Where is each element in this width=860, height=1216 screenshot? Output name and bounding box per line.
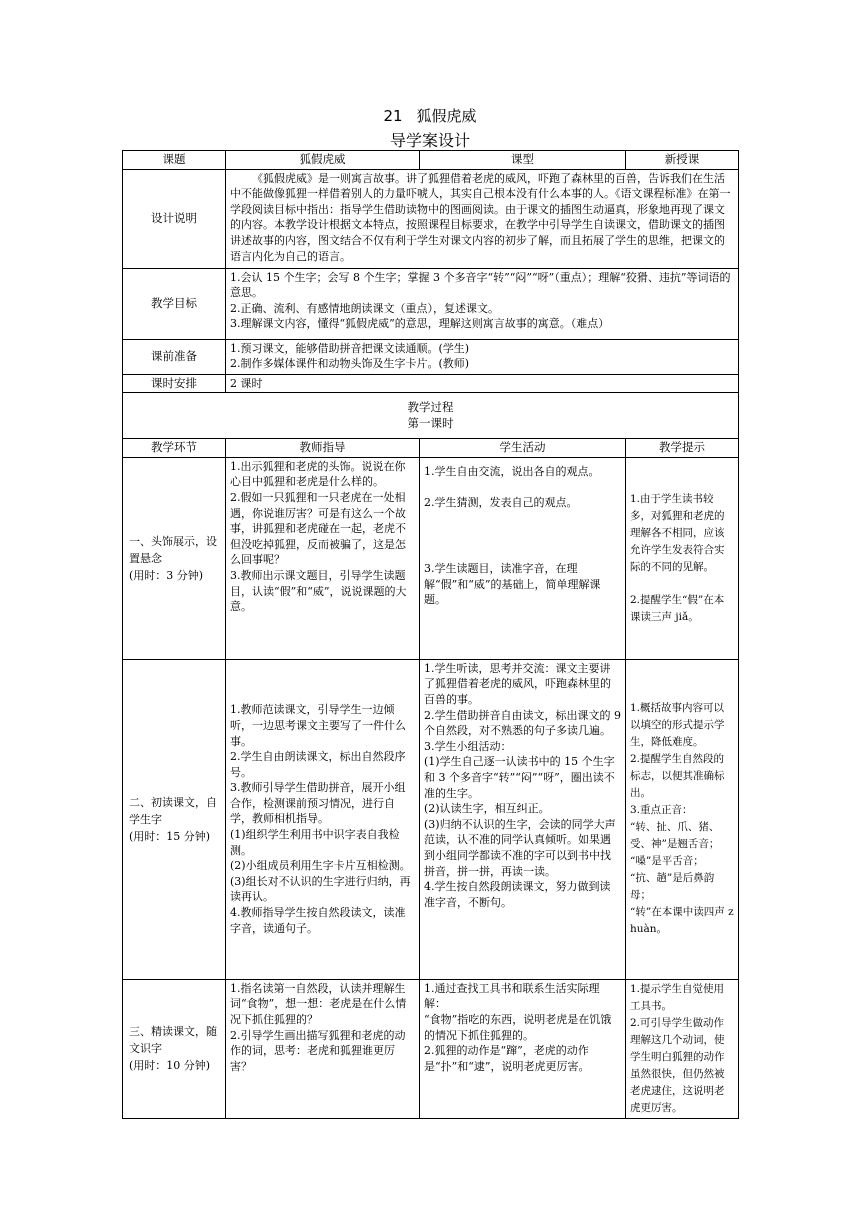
student-step: 3.学生小组活动： [424,739,512,753]
goal-item: 2.正确、流利、有感情地朗读课文（重点），复述课文。 [230,301,499,315]
tip-item: 2.提醒学生自然段的标志，以便其准确标出。 [630,753,725,800]
tip-item: 1.提示学生自觉使用工具书。 [630,982,725,1012]
teacher-cell [226,457,420,659]
prep-item: 2.制作多媒体课件和动物头饰及生字卡片。(教师) [230,357,470,371]
page-subtitle: 导学案设计 [389,131,470,150]
tip-cell [626,659,739,979]
student-step: 1.学生自由交流，说出各自的观点。 [424,464,600,478]
teacher-cell [226,979,420,1118]
student-step: “食物”指吃的东西，说明老虎是在饥饿的情况下抓住狐狸的。 [424,1012,612,1042]
teacher-step: (3)组长对不认识的生字进行归纳，再读再认。 [230,874,411,904]
student-step: 2.学生猜测，发表自己的观点。 [424,496,578,510]
student-cell [420,457,626,659]
tip-item: 3.重点正音： [630,804,693,817]
teacher-step: 4.教师指导学生按自然段读文，读准字音，读通句子。 [230,906,406,935]
tip-item: “转”在本课中读四声 zhuàn。 [630,906,734,936]
student-step: (2)认读生字，相互纠正。 [424,802,550,816]
tip-item: 1.由于学生读书较多，对狐狸和老虎的理解各不相同，应该允许学生发表符合实际的不同的见解。 [630,492,725,573]
prep-label: 课前准备 [123,339,226,374]
teacher-step: 2.引导学生画出描写狐狸和老虎的动作的词，思考：老虎和狐狸谁更厉害？ [230,1028,406,1073]
teacher-step: 1.教师范读课文，引导学生一边倾听，一边思考课文主要写了一件什么事。 [230,703,406,748]
session-title: 第一课时 [407,416,454,431]
teacher-step: 1.出示狐狸和老虎的头饰。说说在你心目中狐狸和老虎是什么样的。 [230,459,406,489]
student-step: 4.学生按自然段朗读课文，努力做到读准字音，不断句。 [424,880,611,909]
teacher-cell [226,659,420,979]
student-header: 学生活动 [420,439,626,458]
teacher-step: 3.教师出示课文题目，引导学生读题目，认读“假”和“威”，说说课题的大意。 [230,568,407,614]
tip-item: 1.概括故事内容可以以填空的形式提示学生，降低难度。 [630,702,725,749]
type-value: 新授课 [626,151,739,170]
goal-label: 教学目标 [123,268,226,339]
stage-time: (用时：3 分钟) [129,568,204,582]
student-cell [420,659,626,979]
time-value: 2 课时 [226,374,739,393]
design-description: 《狐假虎威》是一则寓言故事。讲了狐狸借着老虎的威风，吓跑了森林里的百兽，告诉我们在生活中不能做像狐狸一样借着别人的力量吓唬人，其实自己根本没有什么本事的人。《语文课程标准》在第一学段阅读目标中指出：指导学生借助读物中的图画阅读。由于课文的插图生动逼真，形象地再现了课文的内容。本教学设计根据文本特点，按照课程目标要求，在教学中引导学生自读课文，借助课文的插图讲述故事的内容，图文结合不仅有利于学生对课文内容的初步了解，而且拓展了学生的思维，把课文的语言内化为自己的语言。 [226,169,739,268]
tip-item: “抗、趟”是后鼻韵母； [630,872,715,902]
stage-name: 一、头饰展示，设置悬念 [129,534,217,565]
design-label: 设计说明 [123,169,226,268]
tip-item: 2.可引导学生做动作理解这几个动词，使学生明白狐狸的动作虽然很快，但仍然被老虎逮住，这说明老虎更厉害。 [630,1016,725,1114]
teacher-step: 2.假如一只狐狸和一只老虎在一处相遇，你说谁厉害？可是有这么一个故事，讲狐狸和老虎碰在一起，老虎不但没吃掉狐狸，反而被骗了，这是怎么回事呢？ [230,490,406,567]
time-label: 课时安排 [123,374,226,393]
student-step: 2.狐狸的动作是“蹿”，老虎的动作是“扑”和“逮”，说明老虎更厉害。 [424,1044,590,1073]
tip-cell [626,979,739,1118]
type-header: 课型 [420,151,626,170]
student-step: 1.学生听读，思考并交流：课文主要讲了狐狸借着老虎的威风，吓跑森林里的百兽的事。 [424,661,611,706]
teacher-header: 教师指导 [226,439,420,458]
tip-item: 2.提醒学生“假”在本课读三声 jiǎ。 [630,593,725,623]
student-step: (1)学生自己逐一认读书中的 15 个生字和 3 个多音字“转”“闷”“呀”，圈出读不准的生字。 [424,755,615,800]
stage-time: (用时：10 分钟) [129,1059,211,1073]
tip-item: “转、扯、爪、猪、受、神”是翘舌音； [630,821,720,851]
topic-header: 课题 [123,151,226,170]
stage-name: 二、初读课文，自学生字 [129,795,217,826]
tip-item: “嗓”是平舌音； [630,855,704,868]
prep-item: 1.预习课文，能够借助拼音把课文读通顺。(学生) [230,341,470,355]
lesson-plan-table [122,150,739,1119]
teacher-step: (1)组织学生利用书中识字表自我检测。 [230,828,400,857]
stage-cell [123,979,226,1118]
process-heading [123,393,739,439]
process-title: 教学过程 [407,400,454,415]
goal-list [226,268,739,339]
stage-name: 三、精读课文，随文识字 [129,1025,217,1056]
prep-list [226,339,739,374]
stage-cell [123,659,226,979]
stage-cell [123,457,226,659]
goal-item: 1.会认 15 个生字；会写 8 个生字；掌握 3 个多音字“转”“闷”“呀”（重点）；理解“狡猾、违抗”等词语的意思。 [230,270,731,300]
student-step: 2.学生借助拼音自由读文，标出课文的 9 个自然段，对不熟悉的句子多读几遍。 [424,708,621,738]
tip-header: 教学提示 [626,439,739,458]
lesson-heading [0,105,860,126]
lesson-number: 21 [383,107,403,125]
tip-cell [626,457,739,659]
student-step: 1.通过查找工具书和联系生活实际理解： [424,981,600,1011]
stage-header: 教学环节 [123,439,226,458]
teacher-step: 1.指名读第一自然段，认读并理解生词“食物”，想一想：老虎是在什么情况下抓住狐狸的？ [230,981,407,1026]
teacher-step: 2.学生自由朗读课文，标出自然段序号。 [230,750,406,779]
lesson-title: 狐假虎威 [416,107,477,125]
teacher-step: 3.教师引导学生借助拼音，展开小组合作，检测课前预习情况，进行自学，教师相机指导。 [230,781,406,826]
goal-item: 3.理解课文内容，懂得“狐假虎威”的意思，理解这则寓言故事的寓意。（难点） [230,317,610,331]
student-step: (3)归纳不认识的生字，会读的同学大声范读，认不准的同学认真倾听。如果遇到小组同学都读不准的字可以到书中找拼音，拼一拼，再读一读。 [424,817,616,878]
student-step: 3.学生读题目，读准字音，在理解“假”和“威”的基础上，简单理解课题。 [424,561,601,607]
student-cell [420,979,626,1118]
topic-value: 狐假虎威 [226,151,420,170]
stage-time: (用时：15 分钟) [129,829,211,843]
teacher-step: (2)小组成员利用生字卡片互相检测。 [230,859,411,873]
